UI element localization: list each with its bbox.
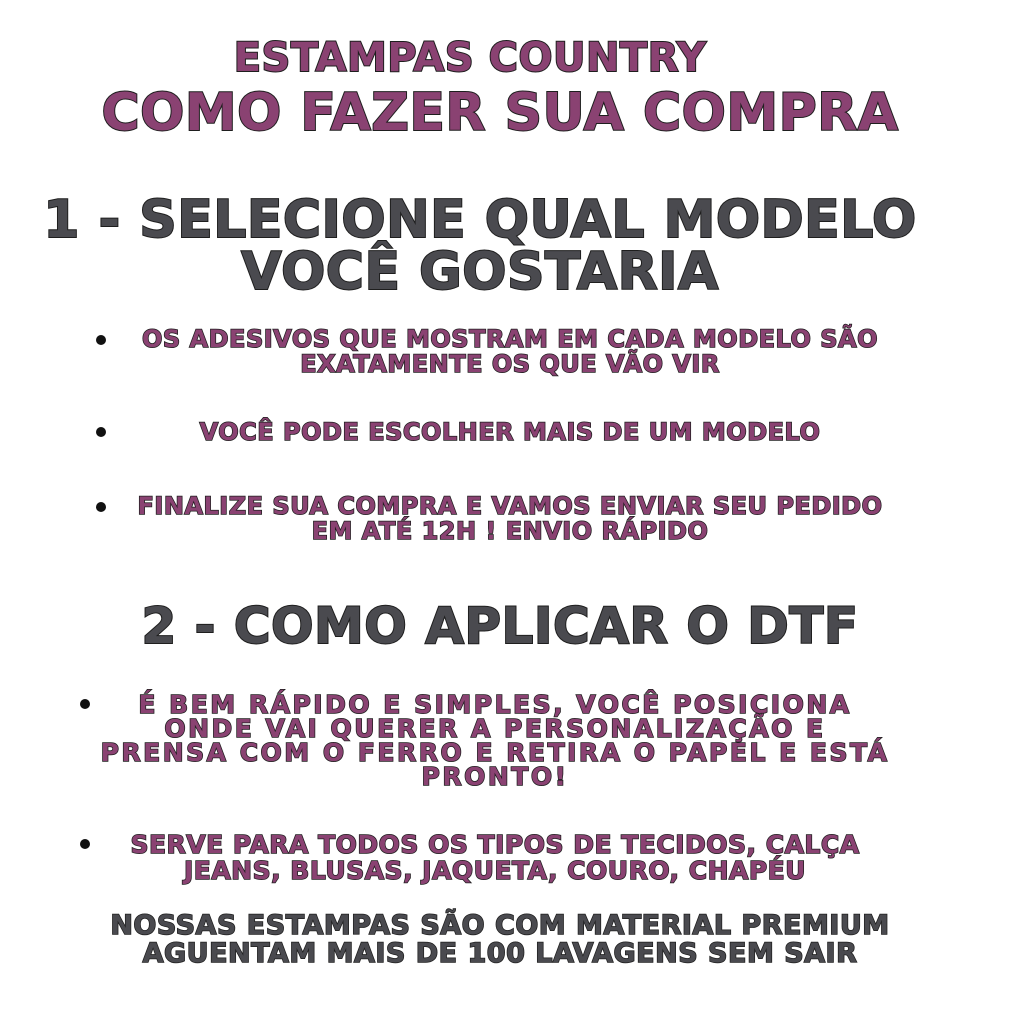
brand-title <box>0 36 940 80</box>
page-headline-text: COMO FAZER SUA COMPRA <box>101 83 899 143</box>
step2-bullet-2-line2: JEANS, BLUSAS, JAQUETA, COURO, CHAPÉU <box>183 856 807 885</box>
footer-note <box>0 912 1000 968</box>
step2-bullet-1 <box>100 690 890 791</box>
step1-bullet-2 <box>120 420 900 445</box>
step1-title <box>0 190 960 302</box>
step1-bullet-1 <box>120 327 900 377</box>
step2-title-text: 2 - COMO APLICAR O DTF <box>141 597 859 655</box>
bullet-icon <box>96 502 106 512</box>
step2-bullet-1-line4: PRONTO! <box>421 762 569 791</box>
step1-title-line1: 1 - SELECIONE QUAL MODELO <box>43 190 917 250</box>
step1-bullet-3-line2: EM ATÉ 12H ! ENVIO RÁPIDO <box>311 517 709 545</box>
footer-line1: NOSSAS ESTAMPAS SÃO COM MATERIAL PREMIUM <box>110 910 890 941</box>
step1-bullet-3 <box>120 494 900 544</box>
bullet-icon <box>96 427 106 437</box>
step1-bullet-3-line1: FINALIZE SUA COMPRA E VAMOS ENVIAR SEU PEDIDO <box>137 492 883 520</box>
bullet-icon <box>80 699 90 709</box>
step2-bullet-1-line1: É BEM RÁPIDO E SIMPLES, VOCÊ POSICIONA <box>138 690 852 719</box>
bullet-icon <box>80 839 90 849</box>
step2-bullet-2 <box>100 832 890 884</box>
page-headline <box>0 84 1000 142</box>
footer-line2: AGUENTAM MAIS DE 100 LAVAGENS SEM SAIR <box>142 938 858 969</box>
step1-bullet-1-line1: OS ADESIVOS QUE MOSTRAM EM CADA MODELO SÃO <box>142 325 878 353</box>
step2-bullet-1-line2: ONDE VAI QUERER A PERSONALIZAÇÃO E <box>164 714 826 743</box>
step1-title-line2: VOCÊ GOSTARIA <box>241 242 719 302</box>
step2-title <box>0 598 1000 654</box>
step2-bullet-2-line1: SERVE PARA TODOS OS TIPOS DE TECIDOS, CALÇA <box>130 830 860 859</box>
step1-bullet-2-line1: VOCÊ PODE ESCOLHER MAIS DE UM MODELO <box>199 418 821 446</box>
step2-bullet-1-line3: PRENSA COM O FERRO E RETIRA O PAPEL E ESTÁ <box>100 738 890 767</box>
brand-title-text: ESTAMPAS COUNTRY <box>233 35 707 81</box>
step1-bullet-1-line2: EXATAMENTE OS QUE VÃO VIR <box>300 350 720 378</box>
bullet-icon <box>96 335 106 345</box>
